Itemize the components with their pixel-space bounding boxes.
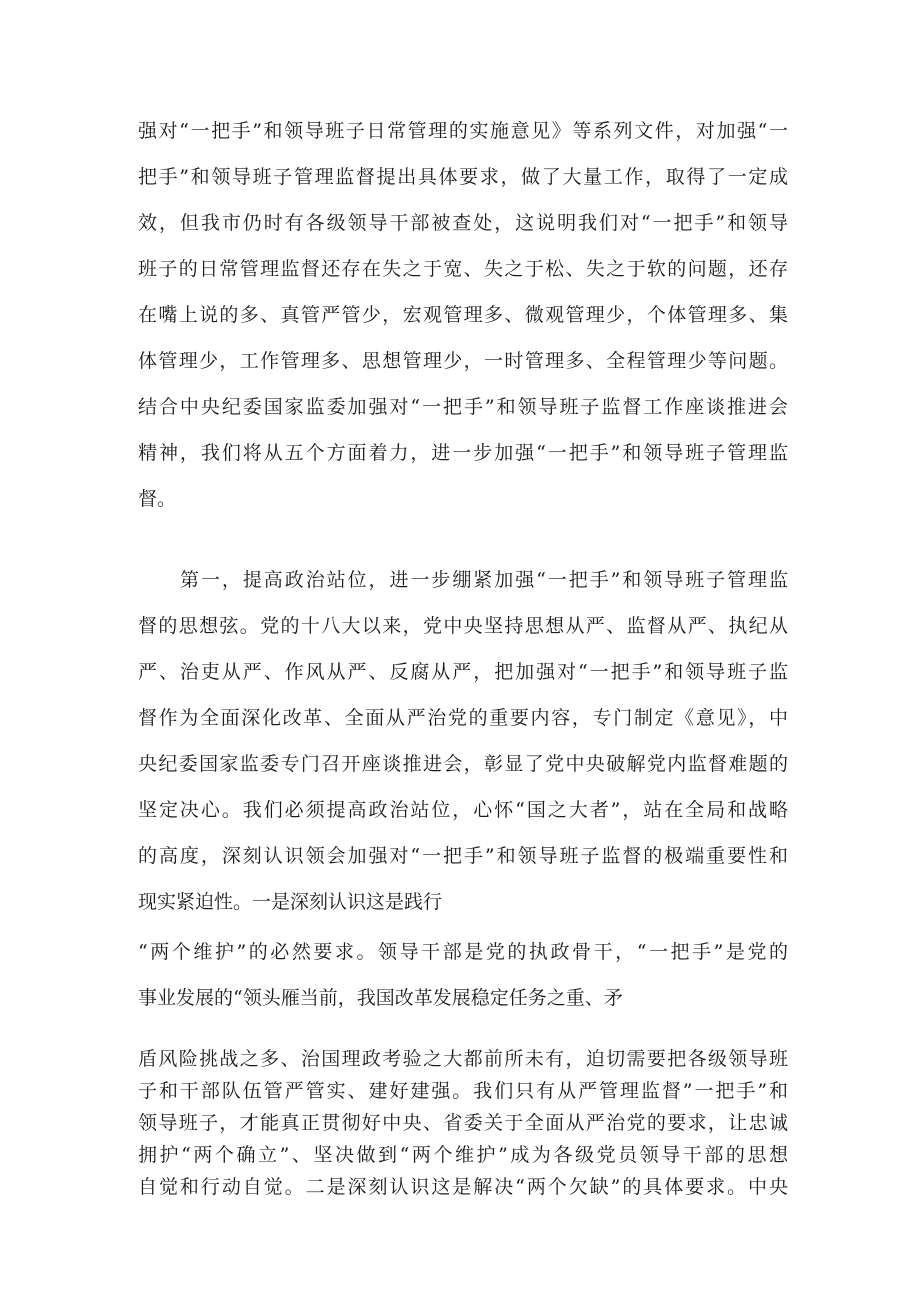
text-line: 领导班子，才能真正贯彻好中央、省委关于全面从严治党的要求，让忠诚 — [138, 1112, 788, 1134]
text-line: 结合中央纪委国家监委加强对“一把手”和领导班子监督工作座谈推进会 — [138, 396, 788, 418]
text-line: 自觉和行动自觉。二是深刻认识这是解决“两个欠缺”的具体要求。中央 — [138, 1176, 788, 1198]
text-line: 督作为全面深化改革、全面从严治党的重要内容，专门制定《意见》，中 — [138, 707, 788, 729]
text-line: 央纪委国家监委专门召开座谈推进会，彰显了党中央破解党内监督难题的 — [138, 753, 788, 775]
text-line: 督。 — [138, 488, 177, 510]
text-line: 盾风险挑战之多、治国理政考验之大都前所未有，迫切需要把各级领导班 — [138, 1048, 788, 1070]
text-line: 在嘴上说的多、真管严管少，宏观管理多、微观管理少，个体管理多、集 — [138, 304, 788, 326]
text-line: 把手”和领导班子管理监督提出具体要求，做了大量工作，取得了一定成 — [138, 166, 788, 188]
text-line: 强对“一把手”和领导班子日常管理的实施意见》等系列文件，对加强“一 — [138, 120, 788, 142]
text-line: 体管理少，工作管理多、思想管理少，一时管理多、全程管理少等问题。 — [138, 350, 788, 372]
text-line: 现实紧迫性。一是深刻认识这是践行 — [138, 891, 443, 913]
text-line: 班子的日常管理监督还存在失之于宽、失之于松、失之于软的问题，还存 — [138, 258, 788, 280]
text-line: 子和干部队伍管严管实、建好建强。我们只有从严管理监督”一把手”和 — [138, 1080, 788, 1102]
text-line: “两个维护”的必然要求。领导干部是党的执政骨干，“一把手”是党的 — [138, 941, 788, 963]
text-line: 精神，我们将从五个方面着力，进一步加强“一把手”和领导班子管理监 — [138, 442, 788, 464]
text-line: 严、治吏从严、作风从严、反腐从严，把加强对“一把手”和领导班子监 — [138, 661, 788, 683]
text-line: 的高度，深刻认识领会加强对“一把手”和领导班子监督的极端重要性和 — [138, 845, 788, 867]
text-line: 效，但我市仍时有各级领导干部被查处，这说明我们对“一把手”和领导 — [138, 212, 788, 234]
text-line: 坚定决心。我们必须提高政治站位，心怀“国之大者”，站在全局和战略 — [138, 799, 788, 821]
text-line: 事业发展的“领头雁当前，我国改革发展稳定任务之重、矛 — [138, 987, 623, 1009]
text-line: 第一，提高政治站位，进一步绷紧加强“一把手”和领导班子管理监 — [180, 569, 788, 591]
text-line: 督的思想弦。党的十八大以来，党中央坚持思想从严、监督从严、执纪从 — [138, 615, 788, 637]
text-line: 拥护“两个确立”、坚决做到“两个维护”成为各级党员领导干部的思想 — [138, 1144, 788, 1166]
